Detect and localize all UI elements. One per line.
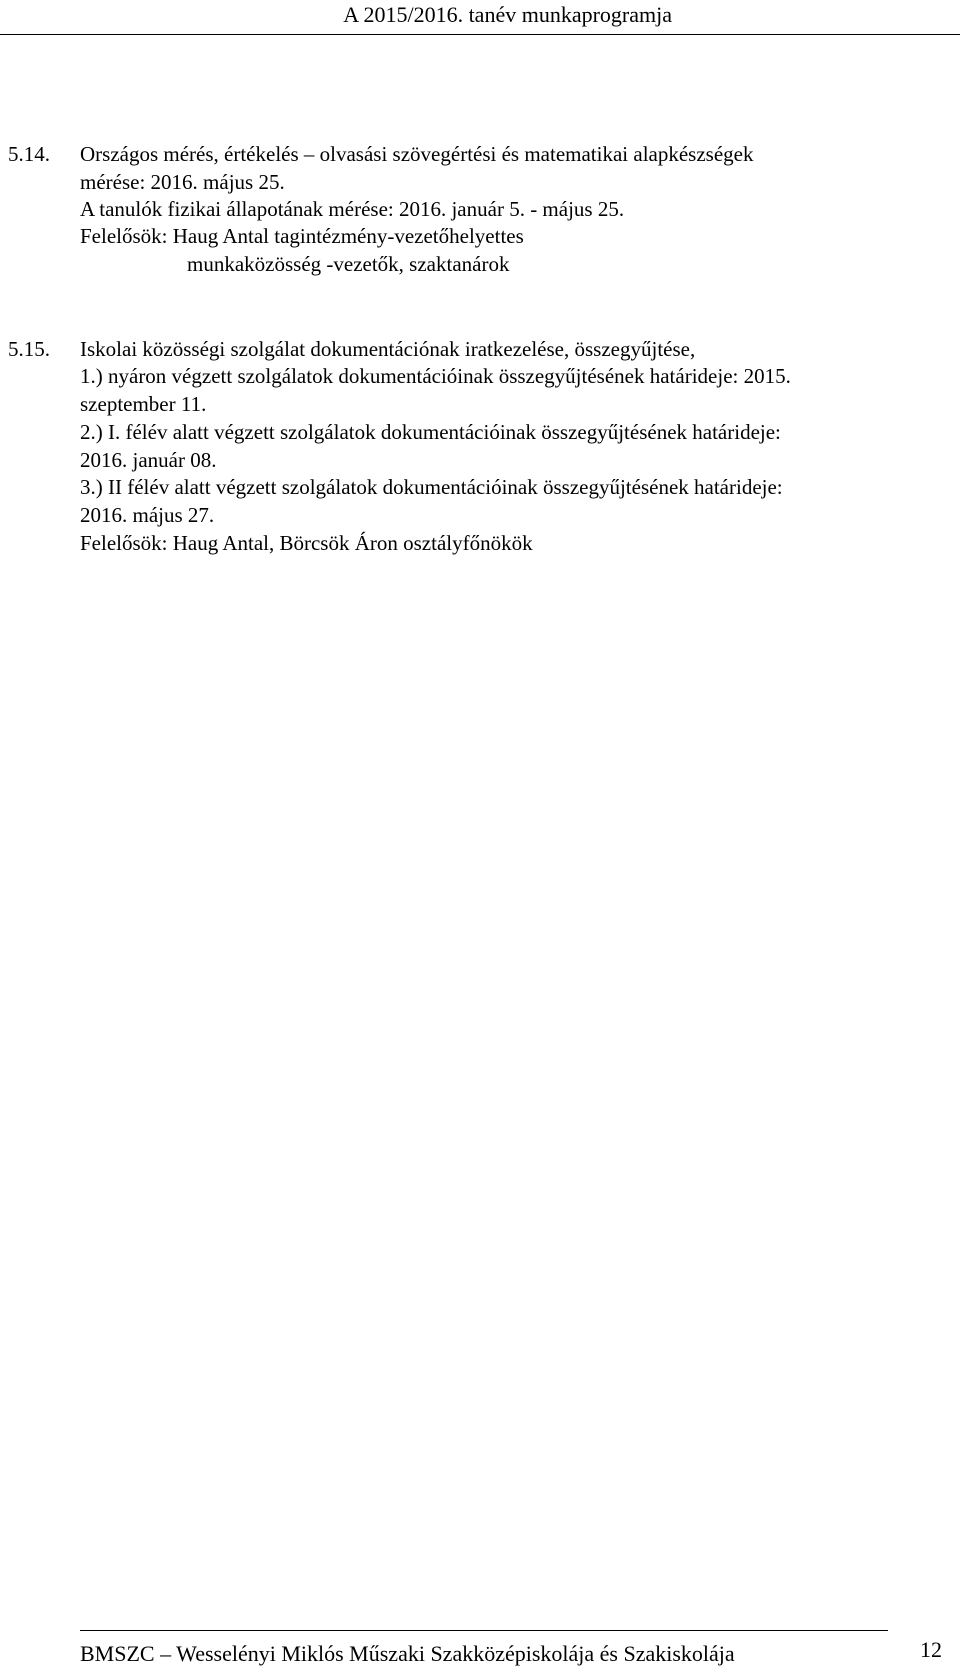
section-number: 5.15. (8, 337, 50, 361)
text-line: 1.) nyáron végzett szolgálatok dokumentációinak összegyűjtésének határideje: 2015. (80, 364, 791, 388)
text-line: 3.) II félév alatt végzett szolgálatok dokumentációinak összegyűjtésének határideje: (80, 475, 783, 499)
footer-divider (80, 1630, 888, 1631)
text-line: 2.) I. félév alatt végzett szolgálatok dokumentációinak összegyűjtésének határideje: (80, 420, 781, 444)
responsible-line: Felelősök: Haug Antal tagintézmény-vezetőhelyettes (80, 224, 524, 248)
responsible-line: munkaközösség -vezetők, szaktanárok (187, 252, 510, 276)
header-divider (0, 34, 960, 35)
text-line: 2016. január 08. (80, 448, 217, 472)
page-header-title: A 2015/2016. tanév munkaprogramja (343, 2, 672, 27)
text-line: Országos mérés, értékelés – olvasási szövegértési és matematikai alapkészségek (80, 142, 754, 166)
footer-institution: BMSZC – Wesselényi Miklós Műszaki Szakközépiskolája és Szakiskolája (80, 1641, 735, 1666)
responsible-line: Felelősök: Haug Antal, Börcsök Áron osztályfőnökök (80, 531, 533, 555)
text-line: 2016. május 27. (80, 503, 215, 527)
text-line: szeptember 11. (80, 392, 207, 416)
section-number: 5.14. (8, 142, 50, 166)
text-line: A tanulók fizikai állapotának mérése: 2016. január 5. - május 25. (80, 197, 625, 221)
page-number: 12 (920, 1637, 942, 1662)
text-line: mérése: 2016. május 25. (80, 170, 285, 194)
text-line: Iskolai közösségi szolgálat dokumentációnak iratkezelése, összegyűjtése, (80, 337, 696, 361)
